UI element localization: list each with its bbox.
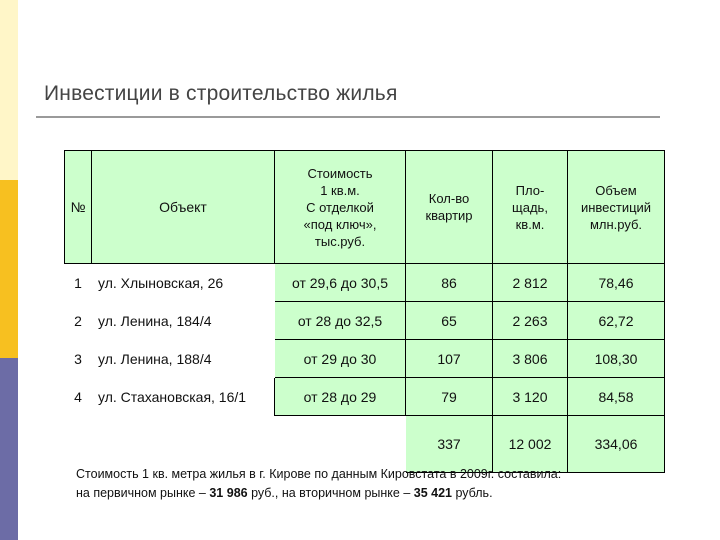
header-cost-line: тыс.руб. (314, 233, 366, 249)
header-area-line: щадь, (512, 199, 548, 215)
row-num: 3 (74, 350, 82, 367)
header-qty-line: квартир (425, 208, 473, 223)
row-cost: от 28 до 29 (275, 378, 406, 416)
header-area-line: кв.м. (515, 216, 545, 232)
header-object: Объект (92, 151, 275, 264)
row-invest: 108,30 (568, 340, 665, 378)
header-invest (568, 151, 665, 264)
table-header-row (65, 151, 665, 264)
footnote-text: на первичном рынке – (76, 486, 210, 500)
header-qty (406, 151, 493, 264)
header-area (493, 151, 568, 264)
page-title: Инвестиции в строительство жилья (44, 82, 398, 105)
total-qty: 337 (406, 416, 493, 473)
decor-strip-bottom (0, 358, 18, 540)
header-cost-line: «под ключ», (303, 216, 377, 232)
footnote-line-1: Стоимость 1 кв. метра жилья в г. Кирове по данным Кировстата в 2009г. составила: (76, 467, 562, 481)
row-area: 2 263 (493, 302, 568, 340)
decor-strip-top (0, 0, 18, 180)
row-invest: 62,72 (568, 302, 665, 340)
footnote (76, 465, 561, 503)
row-cost: от 29,6 до 30,5 (275, 264, 406, 302)
title-divider (36, 116, 660, 118)
row-object: ул. Ленина, 184/4 (92, 302, 275, 340)
header-invest-line: инвестиций (580, 199, 652, 215)
total-invest: 334,06 (568, 416, 665, 473)
table-row (65, 302, 665, 340)
row-object: ул. Хлыновская, 26 (92, 264, 275, 302)
row-qty: 79 (406, 378, 493, 416)
totals-spacer (65, 416, 92, 473)
row-invest: 84,58 (568, 378, 665, 416)
row-num: 2 (74, 312, 82, 329)
header-cost-line: С отделкой (306, 199, 374, 215)
totals-spacer (275, 416, 406, 473)
table-row (65, 340, 665, 378)
totals-row (65, 416, 665, 473)
footnote-line-2 (76, 484, 561, 503)
row-num: 1 (74, 274, 82, 291)
secondary-market-price: 35 421 (413, 486, 452, 500)
header-qty-line: Кол-во (428, 191, 470, 206)
header-cost (275, 151, 406, 264)
row-cost: от 29 до 30 (275, 340, 406, 378)
row-area: 3 120 (493, 378, 568, 416)
decor-strip-middle (0, 180, 18, 358)
header-area-line: Пло- (515, 182, 545, 198)
investment-table (64, 150, 665, 473)
header-cost-line: 1 кв.м. (320, 182, 360, 198)
row-object: ул. Стахановская, 16/1 (92, 378, 275, 416)
row-qty: 107 (406, 340, 493, 378)
row-num: 4 (74, 388, 82, 405)
row-object: ул. Ленина, 188/4 (92, 340, 275, 378)
row-invest: 78,46 (568, 264, 665, 302)
header-cost-line: Стоимость (307, 165, 373, 181)
footnote-text: руб., на вторичном рынке – (247, 486, 414, 500)
header-invest-line: млн.руб. (589, 216, 643, 232)
row-qty: 65 (406, 302, 493, 340)
header-num: № (65, 151, 92, 264)
row-qty: 86 (406, 264, 493, 302)
footnote-text: рубль. (451, 486, 493, 500)
row-cost: от 28 до 32,5 (275, 302, 406, 340)
table-row (65, 264, 665, 302)
row-area: 2 812 (493, 264, 568, 302)
row-area: 3 806 (493, 340, 568, 378)
header-invest-line: Объем (595, 182, 637, 198)
table-row (65, 378, 665, 416)
totals-spacer (92, 416, 275, 473)
primary-market-price: 31 986 (209, 486, 248, 500)
total-area: 12 002 (493, 416, 568, 473)
